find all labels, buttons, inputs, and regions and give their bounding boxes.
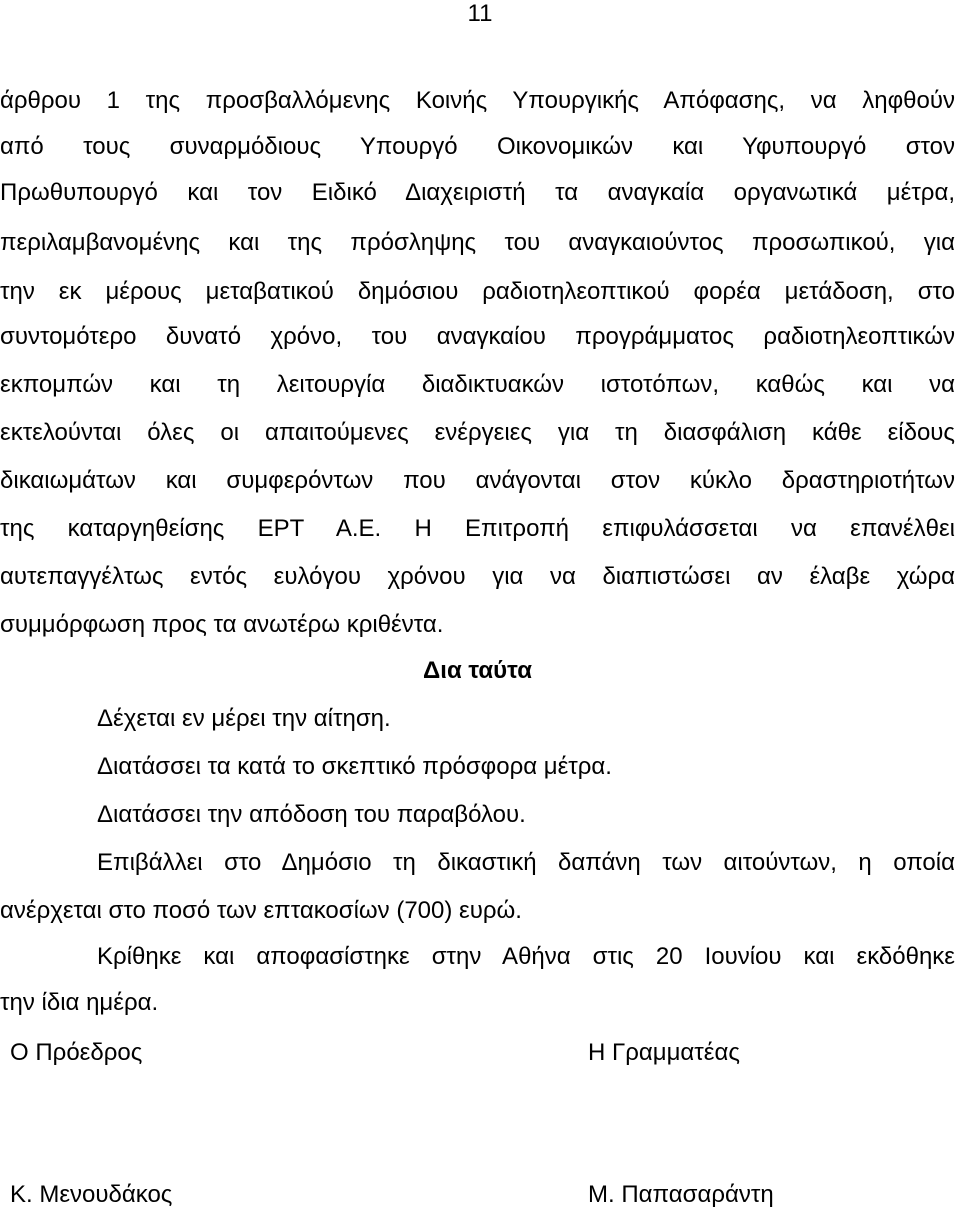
decision-item: Δέχεται εν μέρει την αίτηση. (97, 705, 391, 732)
body-line: εκπομπών και τη λειτουργία διαδικτυακών ιστοτόπων, καθώς και να (0, 371, 955, 398)
page-number: 11 (467, 0, 493, 27)
body-line: Πρωθυπουργό και τον Ειδικό Διαχειριστή τα αναγκαία οργανωτικά μέτρα, (0, 179, 955, 206)
body-line: περιλαμβανομένης και της πρόσληψης του αναγκαιούντος προσωπικού, για (0, 229, 955, 256)
body-line: εκτελούνται όλες οι απαιτούμενες ενέργειες για τη διασφάλιση κάθε είδους (0, 419, 955, 446)
body-line: συμμόρφωση προς τα ανωτέρω κριθέντα. (0, 611, 444, 638)
body-line: την εκ μέρους μεταβατικού δημόσιου ραδιοτηλεοπτικού φορέα μετάδοση, στο (0, 278, 955, 305)
body-line: της καταργηθείσης ΕΡΤ Α.Ε. Η Επιτροπή επιφυλάσσεται να επανέλθει (0, 515, 955, 542)
body-line: από τους συναρμόδιους Υπουργό Οικονομικών και Υφυπουργό στον (0, 133, 955, 160)
body-line: άρθρου 1 της προσβαλλόμενης Κοινής Υπουργικής Απόφασης, να ληφθούν (0, 87, 955, 114)
secretary-name: Μ. Παπασαράντη (588, 1181, 774, 1208)
body-line: αυτεπαγγέλτως εντός ευλόγου χρόνου για να διαπιστώσει αν έλαβε χώρα (0, 563, 955, 590)
decision-item: Διατάσσει τα κατά το σκεπτικό πρόσφορα μέτρα. (97, 753, 612, 780)
body-line: συντομότερο δυνατό χρόνο, του αναγκαίου προγράμματος ραδιοτηλεοπτικών (0, 323, 955, 350)
president-name: Κ. Μενουδάκος (10, 1181, 173, 1208)
body-line: δικαιωμάτων και συμφερόντων που ανάγονται στον κύκλο δραστηριοτήτων (0, 467, 955, 494)
decision-item: Διατάσσει την απόδοση του παραβόλου. (97, 801, 526, 828)
secretary-title: Η Γραμματέας (588, 1039, 740, 1066)
decision-heading: Δια ταύτα (423, 657, 532, 684)
costs-line: ανέρχεται στο ποσό των επτακοσίων (700) ευρώ. (0, 897, 522, 924)
costs-line: Επιβάλλει στο Δημόσιο τη δικαστική δαπάνη των αιτούντων, η οποία (97, 849, 955, 876)
closing-line: Κρίθηκε και αποφασίστηκε στην Αθήνα στις 20 Ιουνίου και εκδόθηκε (97, 943, 955, 970)
president-title: Ο Πρόεδρος (10, 1039, 143, 1066)
closing-line: την ίδια ημέρα. (0, 989, 159, 1016)
